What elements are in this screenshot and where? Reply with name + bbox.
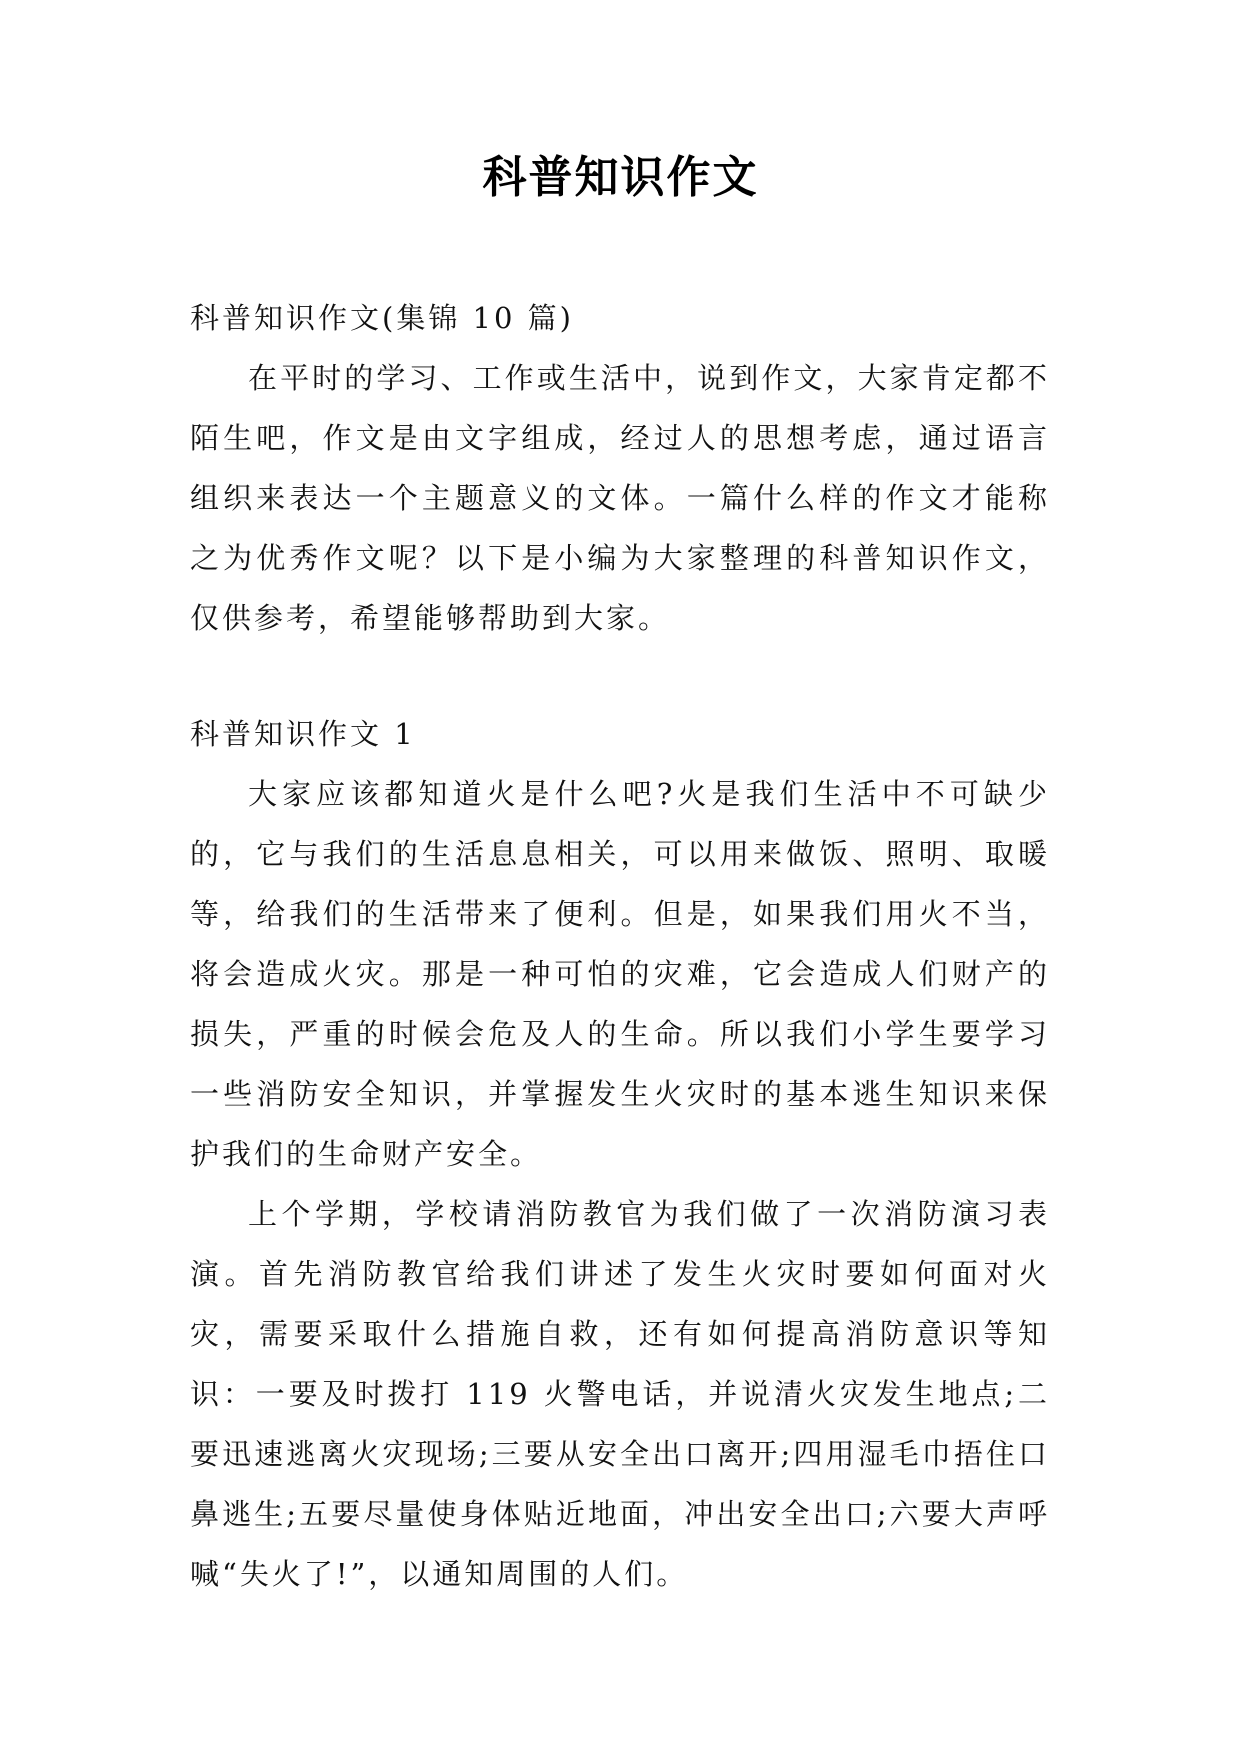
document-title: 科普知识作文 <box>482 152 759 203</box>
body-paragraph: 大家应该都知道火是什么吧?火是我们生活中不可缺少的，它与我们的生活息息相关，可以用来做饭、照明、取暖等，给我们的生活带来了便利。但是，如果我们用火不当，将会造成火灾。那是一种可怕的灾难，它会造成人们财产的损失，严重的时候会危及人的生命。所以我们小学生要学习一些消防安全知识，并掌握发生火灾时的基本逃生知识来保护我们的生命财产安全。 <box>190 777 1050 1171</box>
document-body <box>190 288 1050 1604</box>
document-subtitle: 科普知识作文(集锦 10 篇) <box>190 301 574 335</box>
intro-paragraph: 在平时的学习、工作或生活中，说到作文，大家肯定都不陌生吧，作文是由文字组成，经过人的思想考虑，通过语言组织来表达一个主题意义的文体。一篇什么样的作文才能称之为优秀作文呢？以下是小编为大家整理的科普知识作文，仅供参考，希望能够帮助到大家。 <box>190 361 1050 635</box>
section-heading: 科普知识作文 1 <box>190 717 416 751</box>
section-spacer <box>190 648 1050 704</box>
body-paragraph: 上个学期，学校请消防教官为我们做了一次消防演习表演。首先消防教官给我们讲述了发生火灾时要如何面对火灾，需要采取什么措施自救，还有如何提高消防意识等知识：一要及时拨打 119 火警电话，并说清火灾发生地点;二要迅速逃离火灾现场;三要从安全出口离开;四用湿毛巾捂住口鼻逃生;五要尽量使身体贴近地面，冲出安全出口;六要大声呼喊“失火了!”，以通知周围的人们。 <box>190 1197 1050 1591</box>
